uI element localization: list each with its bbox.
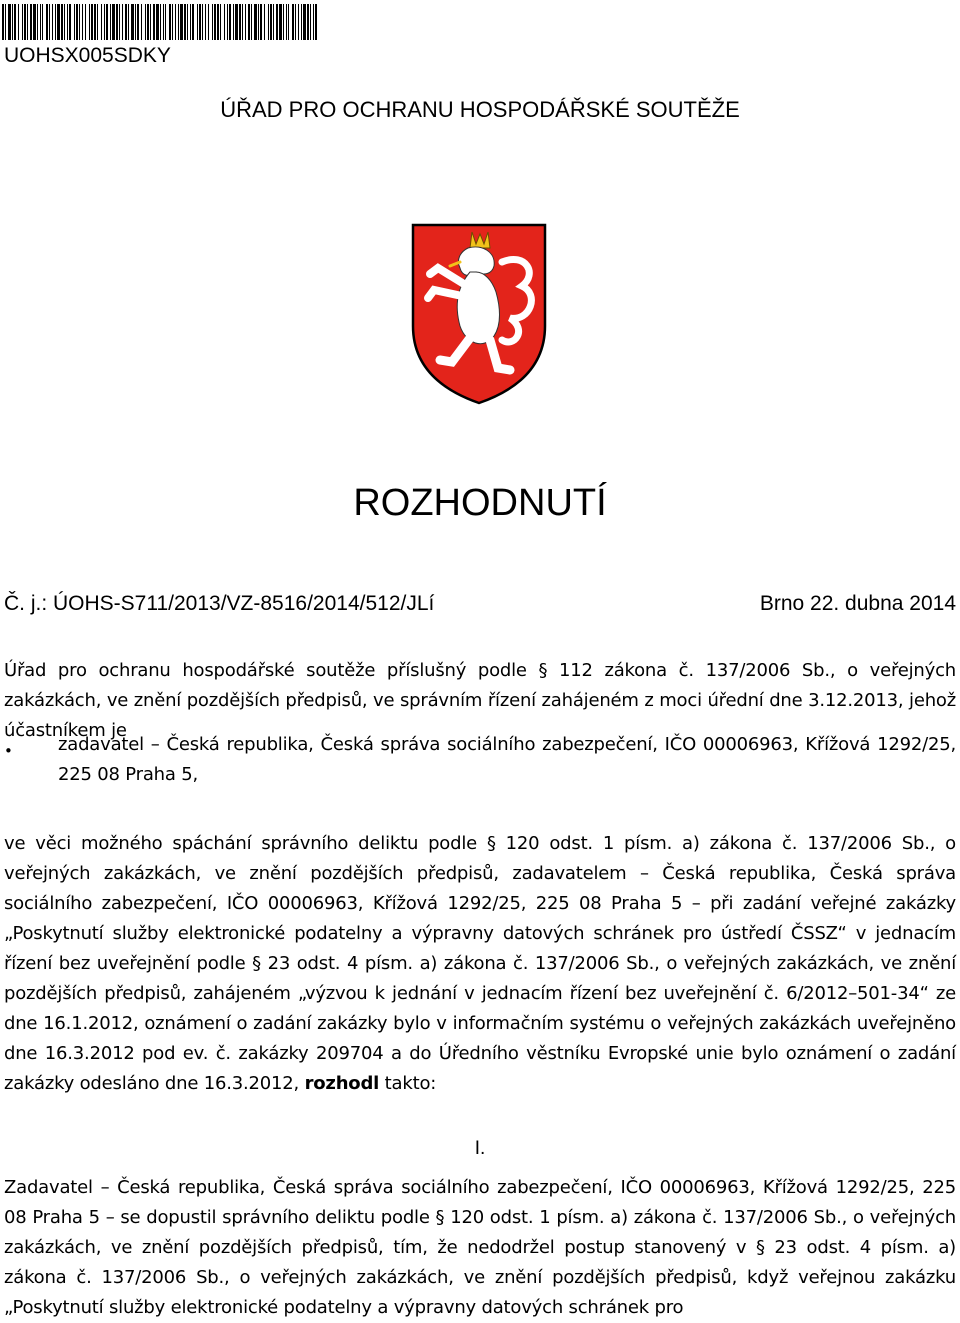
barcode-bar xyxy=(242,4,243,40)
barcode-bar xyxy=(270,4,272,40)
barcode-bar xyxy=(119,4,120,40)
barcode-bar xyxy=(276,4,278,40)
barcode-bar xyxy=(110,4,111,40)
barcode-bar xyxy=(37,4,38,40)
barcode-bar xyxy=(55,4,56,40)
barcode-bar xyxy=(187,4,188,40)
barcode-bar xyxy=(233,4,234,40)
barcode-bar xyxy=(76,4,78,40)
section-paragraph: Zadavatel – Česká republika, Česká správa sociálního zabezpečení, IČO 00006963, Křížová 1292/25, 225 08 Praha 5 – se dopustil správního deliktu podle § 120 odst. 1 písm. a) zákona č. 137/2006 Sb., o veřejných zakázkách, ve znění pozdějších předpisů, tím, že nedodržel postup stanovený v § 23 odst. 4 písm. a) zákona č. 137/2006 Sb., o veřejných zakázkách, ve znění pozdějších předpisů, když veřejnou zakázku „Poskytnutí služby elektronické podatelny a výpravny datových schránek pro xyxy=(4,1177,956,1318)
barcode-bar xyxy=(125,4,127,40)
barcode-bar xyxy=(156,4,159,40)
barcode-bar xyxy=(220,4,221,40)
barcode-bar xyxy=(46,4,48,40)
barcode-bar xyxy=(313,4,314,40)
barcode-bar xyxy=(165,4,166,40)
barcode-bar xyxy=(184,4,186,40)
barcode-bar xyxy=(147,4,149,40)
barcode-bar xyxy=(273,4,274,40)
barcode-bar xyxy=(79,4,80,40)
reference-line xyxy=(4,592,956,616)
barcode-bar xyxy=(42,4,43,40)
barcode-bar xyxy=(264,4,265,40)
barcode xyxy=(0,4,320,40)
barcode-bar xyxy=(131,4,134,40)
barcode-bar xyxy=(97,4,98,40)
barcode-bar xyxy=(61,4,63,40)
barcode-bar xyxy=(239,4,241,40)
barcode-bar xyxy=(248,4,250,40)
barcode-bar xyxy=(64,4,65,40)
barcode-bar xyxy=(190,4,191,40)
barcode-bar xyxy=(217,4,219,40)
barcode-bar xyxy=(24,4,26,40)
barcode-bar xyxy=(303,4,306,40)
barcode-bar xyxy=(295,4,296,40)
barcode-bar xyxy=(30,4,32,40)
barcode-bar xyxy=(69,4,71,40)
barcode-bar xyxy=(5,4,6,40)
barcode-bar xyxy=(18,4,19,40)
barcode-bar xyxy=(208,4,209,40)
barcode-bar xyxy=(298,4,299,40)
barcode-bar xyxy=(315,4,317,40)
barcode-bar xyxy=(40,4,41,40)
barcode-bar xyxy=(163,4,164,40)
barcode-bar xyxy=(224,4,225,40)
barcode-bar xyxy=(199,4,201,40)
participant-item: zadavatel – Česká republika, Česká správa sociálního zabezpečení, IČO 00006963, Křížová 1292/25, 225 08 Praha 5, xyxy=(58,734,956,785)
barcode-bar xyxy=(141,4,142,40)
barcode-bar xyxy=(169,4,171,40)
barcode-bar xyxy=(178,4,179,40)
barcode-bar xyxy=(286,4,287,40)
barcode-bar xyxy=(258,4,259,40)
section-number: I. xyxy=(474,1138,486,1159)
barcode-bar xyxy=(307,4,309,40)
barcode-bar xyxy=(112,4,115,40)
matter-text: ve věci možného spáchání správního deliktu podle § 120 odst. 1 písm. a) zákona č. 137/2006 Sb., o veřejných zakázkách, ve znění pozdějších předpisů, zadavatelem – Česká republika, Česká správa sociálního zabezpečení, IČO 00006963, Křížová 1292/25, 225 08 Praha 5 – při zadání veřejné zakázky „Poskytnutí služby elektronické podatelny a výpravny datových schránek pro ústředí ČSSZ“ v jednacím řízení bez uveřejnění podle § 23 odst. 4 písm. a) zákona č. 137/2006 Sb., o veřejných zakázkách, ve znění pozdějších předpisů, zahájeném „výzvou k jednání v jednacím řízení bez uveřejnění č. 6/2012–501-34“ ze dne 16.1.2012, oznámení o zadání zakázky bylo v informačním systému o veřejných zakázkách uveřejněno dne 16.3.2012 pod ev. č. zakázky 209704 a do Úředního věstníku Evropské unie bylo oznámení o zadání zakázky odesláno dne 16.3.2012, xyxy=(4,833,956,1094)
barcode-bar xyxy=(202,4,203,40)
barcode-bar xyxy=(310,4,311,40)
barcode-bar xyxy=(214,4,216,40)
barcode-bar xyxy=(175,4,176,40)
barcode-bar xyxy=(292,4,294,40)
barcode-bar xyxy=(82,4,83,40)
barcode-bar xyxy=(192,4,194,40)
barcode-bar xyxy=(205,4,206,40)
barcode-bar xyxy=(288,4,289,40)
document-id: UOHSX005SDKY xyxy=(4,44,171,67)
barcode-bar xyxy=(254,4,257,40)
barcode-bar xyxy=(268,4,269,40)
barcode-bar xyxy=(104,4,105,40)
matter-paragraph xyxy=(4,829,956,1099)
office-name: ÚŘAD PRO OCHRANU HOSPODÁŘSKÉ SOUTĚŽE xyxy=(220,97,740,122)
intro-paragraph: Úřad pro ochranu hospodářské soutěže příslušný podle § 112 zákona č. 137/2006 Sb., o veřejných zakázkách, ve znění pozdějších předpisů, ve správním řízení zahájeném z moci úřední dne 3.12.2013, jehož účastníkem je xyxy=(4,660,956,741)
barcode-bar xyxy=(229,4,231,40)
decided-keyword: rozhodl xyxy=(304,1073,380,1094)
barcode-bar xyxy=(135,4,136,40)
barcode-bar xyxy=(160,4,161,40)
barcode-bar xyxy=(116,4,118,40)
barcode-bar xyxy=(91,4,93,40)
barcode-bar xyxy=(14,4,16,40)
barcode-bar xyxy=(67,4,68,40)
barcode-bar xyxy=(145,4,146,40)
barcode-bar xyxy=(153,4,155,40)
coat-of-arms-icon xyxy=(410,222,548,406)
document-title: ROZHODNUTÍ xyxy=(353,482,607,524)
barcode-bar xyxy=(150,4,151,40)
barcode-bar xyxy=(57,4,60,40)
barcode-bar xyxy=(251,4,252,40)
barcode-bar xyxy=(94,4,96,40)
barcode-bar xyxy=(33,4,36,40)
barcode-bar xyxy=(52,4,53,40)
barcode-bar xyxy=(245,4,246,40)
barcode-bar xyxy=(8,4,11,40)
barcode-bar xyxy=(2,4,4,40)
barcode-bar xyxy=(85,4,86,40)
barcode-bar xyxy=(122,4,123,40)
barcode-bar xyxy=(12,4,13,40)
barcode-bar xyxy=(89,4,90,40)
barcode-bar xyxy=(301,4,302,40)
case-number: Č. j.: ÚOHS-S711/2013/VZ-8516/2014/512/JLí xyxy=(4,592,435,615)
barcode-bar xyxy=(227,4,228,40)
barcode-bar xyxy=(106,4,108,40)
barcode-bar xyxy=(128,4,129,40)
barcode-bar xyxy=(235,4,238,40)
barcode-bar xyxy=(22,4,23,40)
barcode-bar xyxy=(101,4,102,40)
barcode-bar xyxy=(49,4,50,40)
barcode-bar xyxy=(260,4,262,40)
barcode-bar xyxy=(279,4,282,40)
barcode-bar xyxy=(197,4,198,40)
barcode-bar xyxy=(283,4,284,40)
barcode-bar xyxy=(180,4,183,40)
barcode-bar xyxy=(212,4,213,40)
barcode-bar xyxy=(137,4,139,40)
barcode-bar xyxy=(74,4,75,40)
list-bullet: • xyxy=(4,742,13,760)
barcode-bar xyxy=(172,4,173,40)
barcode-bar xyxy=(27,4,28,40)
place-date: Brno 22. dubna 2014 xyxy=(759,592,956,615)
matter-tail: takto: xyxy=(384,1073,437,1094)
